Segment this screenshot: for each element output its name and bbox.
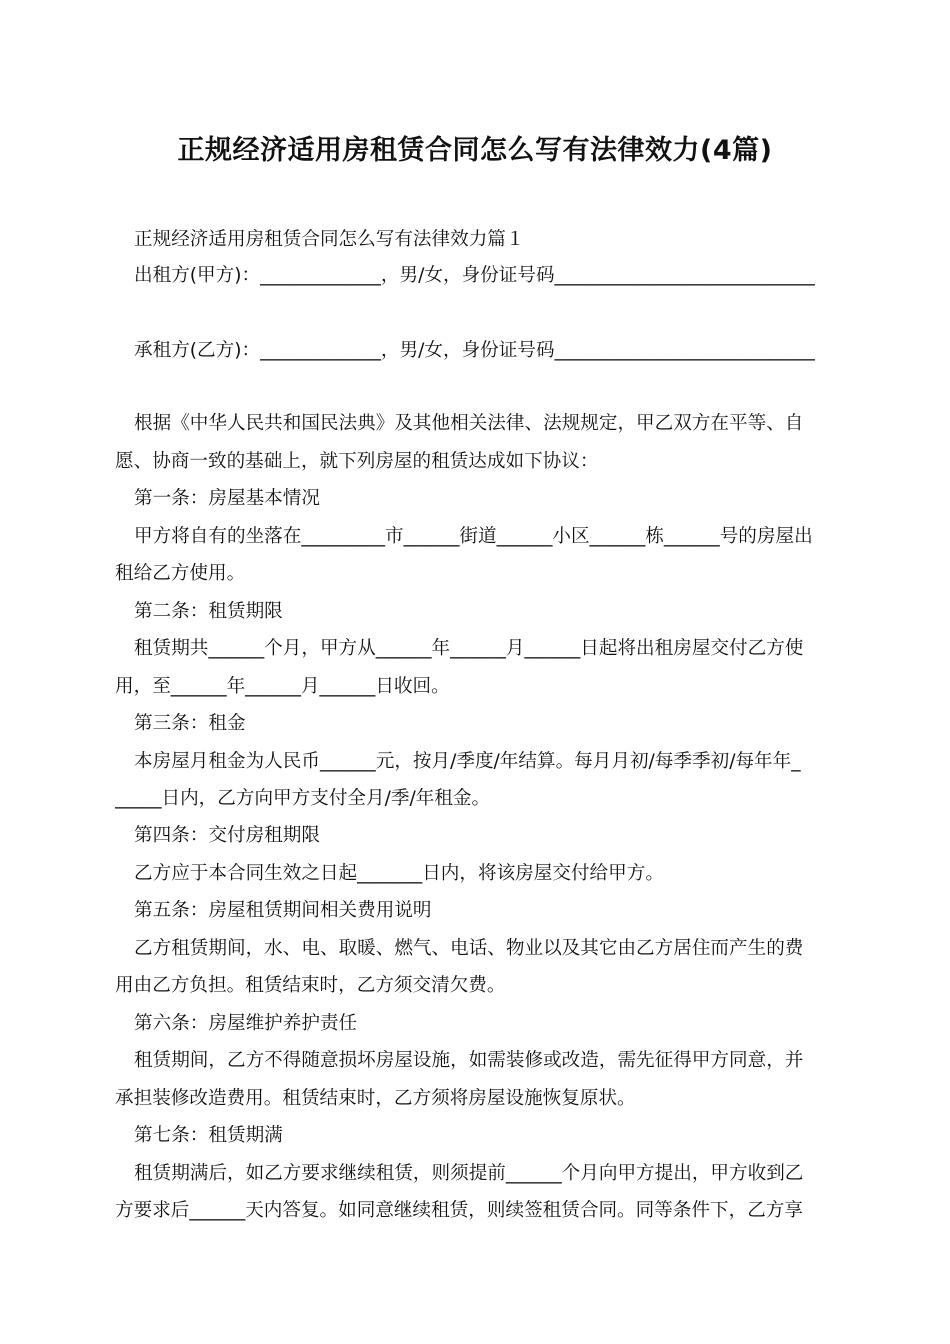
paragraph-line: 租给乙方使用。 <box>115 563 246 584</box>
clause-heading: 第一条：房屋基本情况 <box>134 488 320 509</box>
clause-heading: 第三条：租金 <box>134 713 246 734</box>
paragraph-line: 用由乙方负担。租赁结束时，乙方须交清欠费。 <box>115 975 506 996</box>
clause-heading: 第二条：租赁期限 <box>134 601 283 622</box>
paragraph-line: 愿、协商一致的基础上，就下列房屋的租赁达成如下协议： <box>115 451 599 472</box>
lessor-field: 出租方(甲方)：_____________，男/女，身份证号码____________________________ <box>134 265 815 286</box>
clause-heading: 第五条：房屋租赁期间相关费用说明 <box>134 900 432 921</box>
paragraph-line: 承担装修改造费用。租赁结束时，乙方须将房屋设施恢复原状。 <box>115 1088 636 1109</box>
document-title: 正规经济适用房租赁合同怎么写有法律效力(4篇) <box>177 135 773 166</box>
section-heading-part-1: 正规经济适用房租赁合同怎么写有法律效力篇１ <box>134 229 525 250</box>
clause-heading: 第七条：租赁期满 <box>134 1125 283 1146</box>
paragraph-line: 方要求后______天内答复。如同意继续租赁，则续签租赁合同。同等条件下，乙方享 <box>115 1200 803 1221</box>
paragraph-line: 租赁期间，乙方不得随意损坏房屋设施，如需装修或改造，需先征得甲方同意，并 <box>134 1050 804 1071</box>
clause-heading: 第六条：房屋维护养护责任 <box>134 1013 358 1034</box>
paragraph-line: _____日内，乙方向甲方支付全月/季/年租金。 <box>115 788 491 809</box>
paragraph-line: 租赁期共______个月，甲方从______年______月______日起将出租房屋交付乙方使 <box>134 638 804 659</box>
paragraph-line: 租赁期满后，如乙方要求继续租赁，则须提前______个月向甲方提出，甲方收到乙 <box>134 1163 804 1184</box>
paragraph-line: 本房屋月租金为人民币______元，按月/季度/年结算。每月月初/每季季初/每年年_ <box>134 751 801 772</box>
paragraph-line: 甲方将自有的坐落在_________市______街道______小区______栋______号的房屋出 <box>134 526 813 547</box>
lessee-field: 承租方(乙方)：_____________，男/女，身份证号码____________________________ <box>134 340 815 361</box>
paragraph-line: 根据《中华人民共和国民法典》及其他相关法律、法规规定，甲乙双方在平等、自 <box>134 413 804 434</box>
clause-heading: 第四条：交付房租期限 <box>134 825 320 846</box>
paragraph-line: 用，至______年______月______日收回。 <box>115 676 450 697</box>
paragraph-line: 乙方租赁期间，水、电、取暖、燃气、电话、物业以及其它由乙方居住而产生的费 <box>134 938 804 959</box>
paragraph-line: 乙方应于本合同生效之日起_______日内，将该房屋交付给甲方。 <box>134 863 664 884</box>
